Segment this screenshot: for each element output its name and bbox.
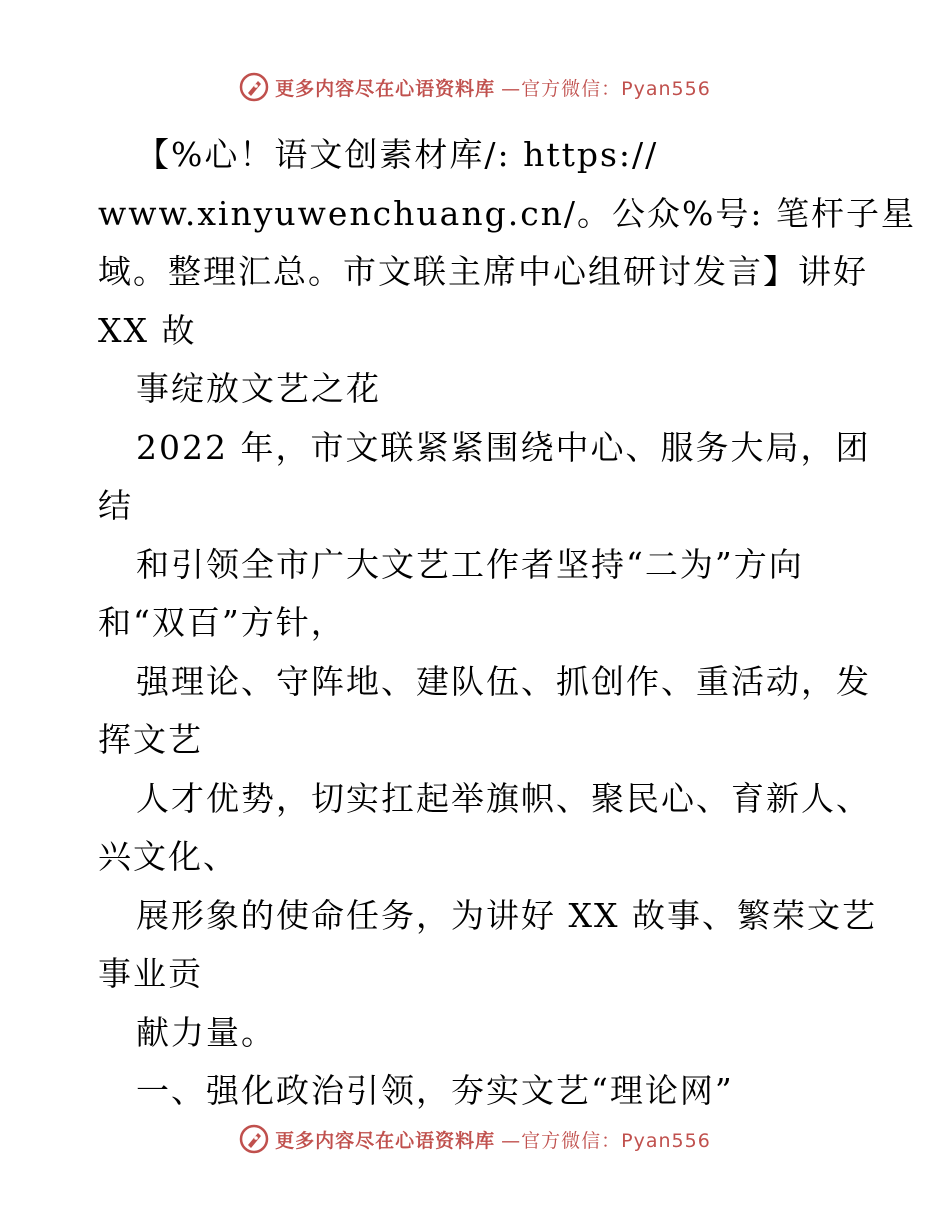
text-line: 强理论、守阵地、建队伍、抓创作、重活动，发: [136, 661, 871, 701]
header-banner-main-text: 更多内容尽在心语资料库: [275, 77, 496, 100]
text-line: 2022 年，市文联紧紧围绕中心、服务大局，团: [136, 427, 871, 467]
text-line: 域。整理汇总。市文联主席中心组研讨发言】讲好: [98, 252, 868, 291]
footer-watermark-banner: [0, 1124, 950, 1154]
text-line: 【%心！语文创素材库/: https://: [136, 135, 659, 174]
pen-nib-logo-icon: [239, 1124, 269, 1154]
text-line: 献力量。: [136, 1012, 276, 1052]
text-line: 兴文化、: [98, 837, 238, 876]
text-line: 人才优势，切实扛起举旗帜、聚民心、育新人、: [136, 778, 871, 818]
text-line: 和引领全市广大文艺工作者坚持“二为”方向: [136, 544, 804, 584]
section-heading: 一、强化政治引领，夯实文艺“理论网”: [136, 1071, 734, 1110]
text-line: XX 故: [98, 310, 197, 350]
text-line: 结: [98, 486, 133, 525]
text-line: 展形象的使命任务，为讲好 XX 故事、繁荣文艺: [136, 895, 877, 935]
text-line: 事业贡: [98, 954, 203, 993]
text-line: 事绽放文艺之花: [136, 369, 381, 408]
document-body: [98, 126, 917, 1121]
footer-banner-main-text: 更多内容尽在心语资料库: [275, 1129, 496, 1152]
text-line: www.xinyuwenchuang.cn/。公众%号: 笔杆子星: [98, 193, 917, 233]
footer-banner-contact-text: —官方微信：Pyan556: [501, 1129, 711, 1152]
header-watermark-banner: [0, 72, 950, 102]
pen-nib-logo-icon: [239, 72, 269, 102]
text-line: 和“双百”方针，: [98, 603, 346, 642]
text-line: 挥文艺: [98, 720, 203, 759]
header-banner-contact-text: —官方微信：Pyan556: [501, 77, 711, 100]
